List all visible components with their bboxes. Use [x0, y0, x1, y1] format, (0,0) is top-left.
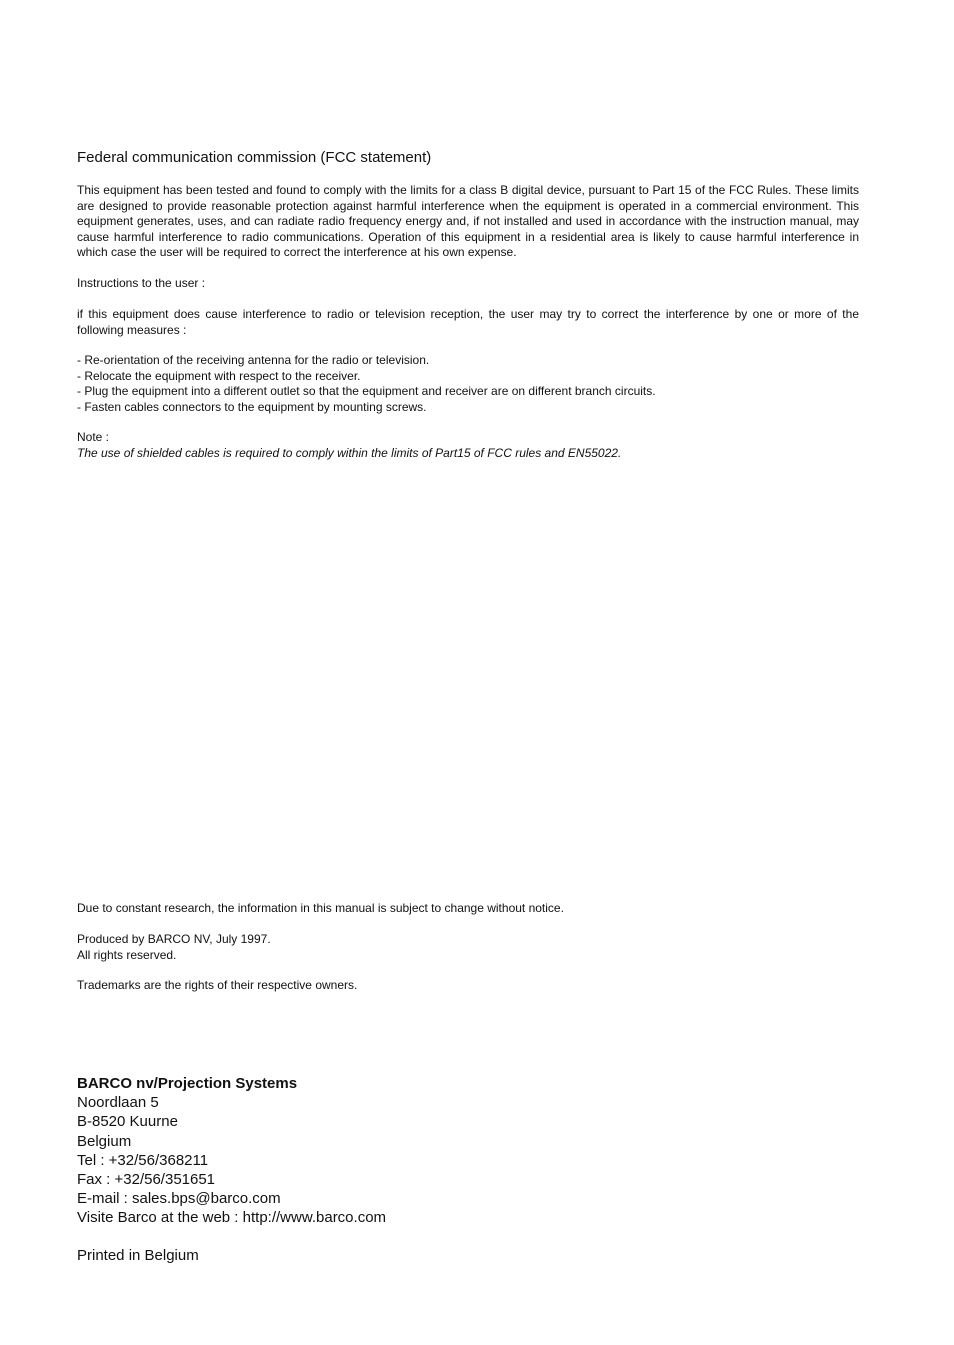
- rights-line: All rights reserved.: [77, 947, 177, 962]
- fcc-title: Federal communication commission (FCC statement): [77, 149, 432, 166]
- address-country: Belgium: [77, 1132, 132, 1150]
- address-email: E-mail : sales.bps@barco.com: [77, 1190, 281, 1208]
- production-info: [77, 932, 859, 963]
- note-section: [77, 430, 859, 461]
- instructions-heading: Instructions to the user :: [77, 276, 206, 290]
- note-label: Note :: [77, 430, 110, 444]
- measure-item: - Fasten cables connectors to the equipment by mounting screws.: [77, 399, 427, 414]
- printed-in: Printed in Belgium: [77, 1247, 199, 1264]
- fcc-paragraph: This equipment has been tested and found to comply with the limits for a class B digital device, pursuant to Part 15 of the FCC Rules. These limits are designed to provide reasonable protection against harmful interference when the equipment is operated in a commercial environment. This equipment generates, uses, and can radiate radio frequency energy and, if not installed and used in accordance with the instruction manual, may cause harmful interference to radio communications. Operation of this equipment in a residential area is likely to cause harmful interference in which case the user will be required to correct the interference at his own expense.: [77, 183, 859, 259]
- company-address: [77, 1074, 859, 1228]
- address-tel: Tel : +32/56/368211: [77, 1151, 209, 1169]
- address-city: B-8520 Kuurne: [77, 1113, 178, 1131]
- address-street: Noordlaan 5: [77, 1094, 159, 1112]
- produced-line: Produced by BARCO NV, July 1997.: [77, 932, 271, 946]
- measure-item: - Plug the equipment into a different outlet so that the equipment and receiver are on different branch circuits.: [77, 384, 656, 398]
- measure-item: - Re-orientation of the receiving antenna for the radio or television.: [77, 353, 430, 367]
- change-notice: Due to constant research, the information in this manual is subject to change without notice.: [77, 901, 564, 915]
- instructions-intro: if this equipment does cause interference to radio or television reception, the user may try to correct the interference by one or more of the following measures :: [77, 307, 859, 337]
- trademarks-notice: Trademarks are the rights of their respective owners.: [77, 978, 358, 992]
- measures-list: [77, 353, 859, 415]
- company-name: BARCO nv/Projection Systems: [77, 1075, 298, 1092]
- note-text: The use of shielded cables is required to comply within the limits of Part15 of FCC rules and EN55022.: [77, 445, 622, 460]
- address-web: Visite Barco at the web : http://www.barco.com: [77, 1209, 387, 1227]
- address-fax: Fax : +32/56/351651: [77, 1171, 216, 1189]
- measure-item: - Relocate the equipment with respect to the receiver.: [77, 368, 361, 383]
